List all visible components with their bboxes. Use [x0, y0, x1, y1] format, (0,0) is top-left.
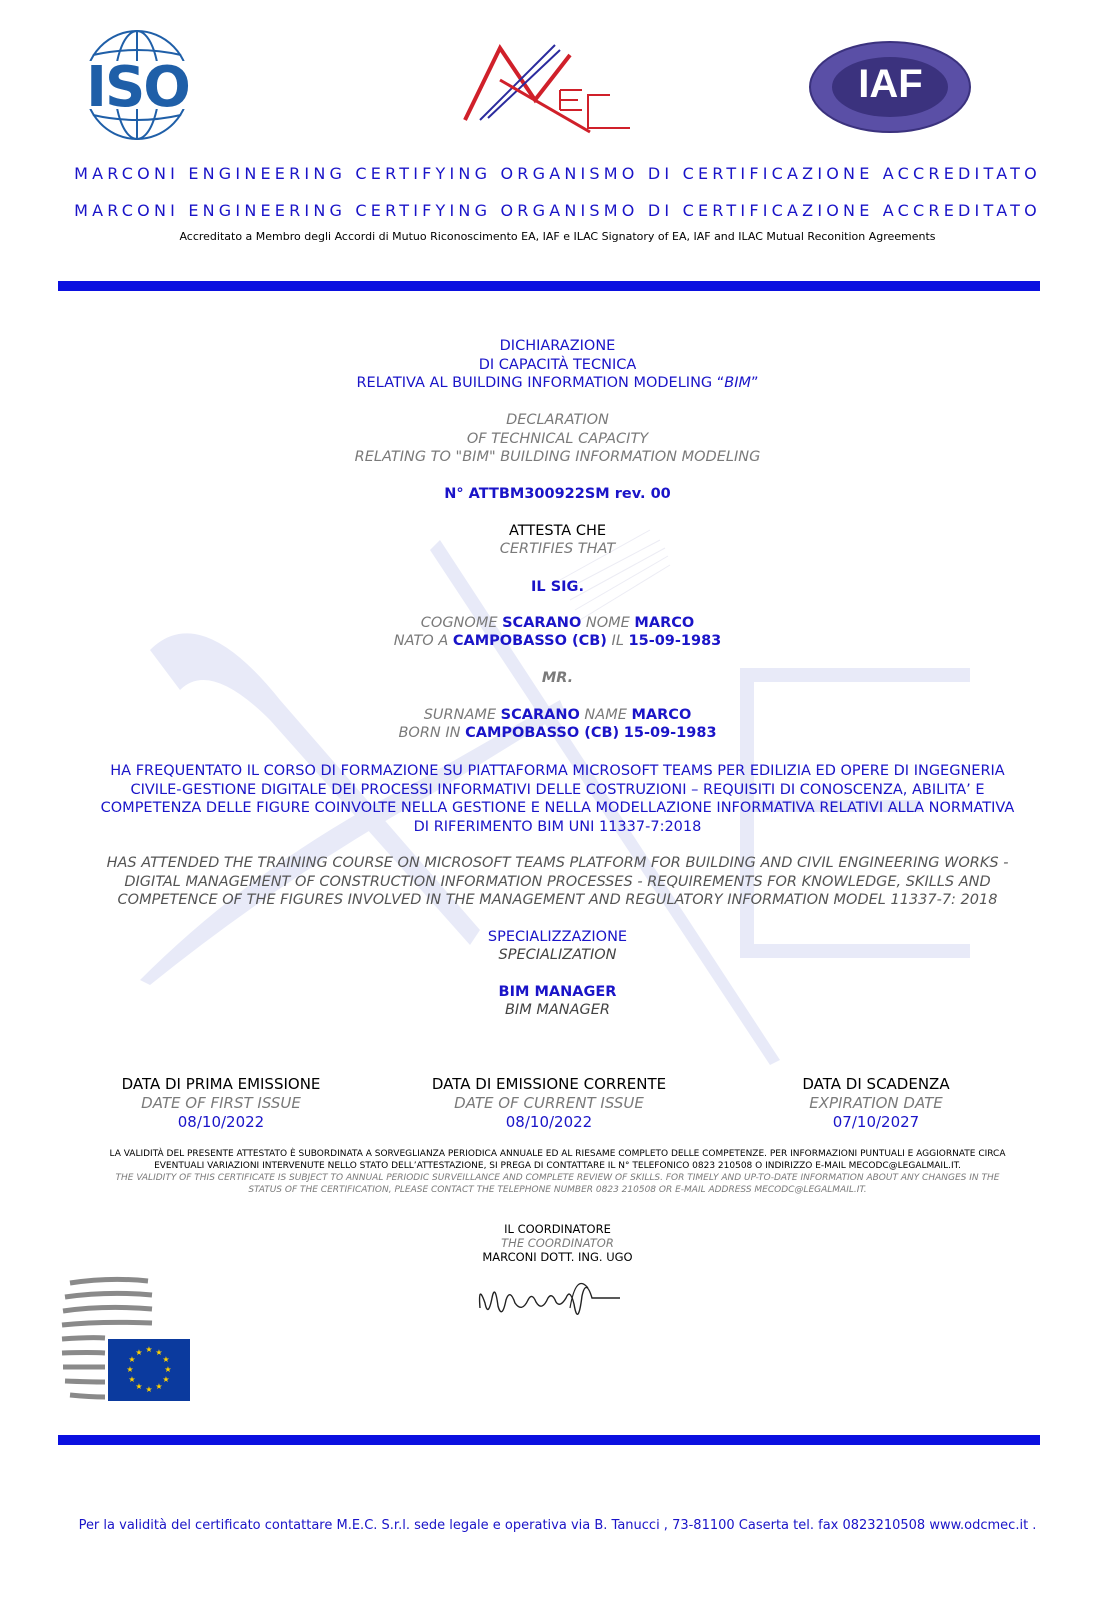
iaf-logo [808, 40, 973, 135]
svg-text:★: ★ [145, 1385, 153, 1394]
eu-council-logo [60, 1275, 200, 1405]
svg-text:★: ★ [135, 1348, 143, 1357]
title-it-line1: DICHIARAZIONE [499, 338, 616, 354]
title-en-line2: OF TECHNICAL CAPACITY [466, 430, 649, 447]
holder-name-en: SURNAME SCARANO NAME MARCO [423, 707, 692, 723]
svg-text:★: ★ [155, 1382, 163, 1391]
holder-birth-it: NATO A CAMPOBASSO (CB) IL 15-09-1983 [393, 633, 722, 649]
bottom-divider [58, 1435, 1040, 1445]
specialization-label-it: SPECIALIZZAZIONE [487, 929, 628, 945]
svg-text:★: ★ [135, 1382, 143, 1391]
iaf-text: IAF [858, 62, 923, 106]
eu-flag-icon [60, 1275, 200, 1405]
org-line-2: MARCONI ENGINEERING CERTIFYING ORGANISMO DI CERTIFICAZIONE ACCREDITATO [74, 201, 1041, 220]
svg-text:★: ★ [155, 1348, 163, 1357]
holder-surname: SCARANO [502, 615, 582, 631]
mec-logo-graphic [460, 40, 640, 135]
date-expiration: DATA DI SCADENZA EXPIRATION DATE 07/10/2027 [802, 1075, 950, 1131]
title-en-line1: DECLARATION [506, 412, 609, 428]
title-en [0, 411, 1115, 467]
holder-name-it: COGNOME SCARANO NOME MARCO [420, 615, 695, 631]
iso-logo [60, 25, 215, 145]
svg-text:★: ★ [164, 1365, 172, 1374]
title-it-line3: RELATIVA AL BUILDING INFORMATION MODELING “BIM” [356, 375, 759, 391]
iaf-ring-text [808, 40, 828, 41]
top-divider [58, 281, 1040, 291]
specialization-value-en: BIM MANAGER [504, 1002, 610, 1018]
date-current-issue: DATA DI EMISSIONE CORRENTE DATE OF CURRENT ISSUE 08/10/2022 [431, 1075, 667, 1131]
footer-contact: Per la validità del certificato contattare M.E.C. S.r.l. sede legale e operativa via B. Tanucci , 73-81100 Caserta tel. fax 0823210508 www.odcmec.it . [78, 1518, 1037, 1533]
course-it: HA FREQUENTATO IL CORSO DI FORMAZIONE SU PIATTAFORMA MICROSOFT TEAMS PER EDILIZIA ED OPERE DI INGEGNERIA CIVILE-GESTIONE DIGITALE DEI PROCESSI INFORMATIVI DELLE COSTRUZIONI – REQUISITI DI CONOSCENZA, ABILITA’ E COMPETENZA DELLE FIGURE COINVOLTE NELLA GESTIONE E NELLA MODELLAZIONE INFORMATIVA RELATIVI ALLA NORMATIVA DI RIFERIMENTO BIM UNI 11337-7:2018 [100, 763, 1015, 835]
svg-text:★: ★ [126, 1365, 134, 1374]
validity-it: LA VALIDITÀ DEL PRESENTE ATTESTATO È SUBORDINATA A SORVEGLIANZA PERIODICA ANNUALE ED AL RIESAME COMPLETO DELLE COMPETENZE. PER INFORMAZIONI PUNTUALI E AGGIORNATE CIRCA EVENTUALI VARIAZIONI INTERVENUTE NELLO STATO DELL’ATTESTAZIONE, SI PREGA DI CONTATTARE IL N° TELEFONICO 0823 210508 O INDIRIZZO E-MAIL MECODC@LEGALMAIL.IT. [109, 1149, 1006, 1171]
holder-name: MARCO [634, 615, 695, 631]
mec-logo-text [460, 40, 462, 41]
attesta-en: CERTIFIES THAT [499, 541, 616, 557]
holder-title-en: MR. [541, 670, 574, 686]
coordinator: IL COORDINATORE THE COORDINATOR MARCONI DOTT. ING. UGO [482, 1222, 633, 1264]
holder-birth-en: BORN IN CAMPOBASSO (CB) 15-09-1983 [398, 725, 717, 741]
org-line-1: MARCONI ENGINEERING CERTIFYING ORGANISMO DI CERTIFICAZIONE ACCREDITATO [74, 164, 1041, 183]
svg-text:★: ★ [162, 1355, 170, 1364]
cert-number: N° ATTBM300922SM rev. 00 [444, 486, 671, 502]
date-first-issue: DATA DI PRIMA EMISSIONE DATE OF FIRST ISSUE 08/10/2022 [121, 1075, 321, 1131]
svg-text:★: ★ [128, 1355, 136, 1364]
title-en-line3: RELATING TO "BIM" BUILDING INFORMATION MODELING [354, 449, 761, 465]
holder-title-it: IL SIG. [531, 579, 584, 595]
iso-text: ISO [86, 55, 189, 120]
specialization-label-en: SPECIALIZATION [498, 947, 617, 963]
course-en: HAS ATTENDED THE TRAINING COURSE ON MICROSOFT TEAMS PLATFORM FOR BUILDING AND CIVIL ENGINEERING WORKS - DIGITAL MANAGEMENT OF CONSTRUCTION INFORMATION PROCESSES - REQUIREMENTS FOR KNOWLEDGE, SKILLS AND COMPETENCE OF THE FIGURES INVOLVED IN THE MANAGEMENT AND REGULATORY INFORMATION MODEL 11337-7: 2018 [106, 855, 1009, 908]
svg-text:★: ★ [128, 1375, 136, 1384]
svg-text:★: ★ [162, 1375, 170, 1384]
specialization-value-it: BIM MANAGER [498, 984, 617, 1000]
svg-text:★: ★ [145, 1345, 153, 1354]
mec-logo [460, 40, 640, 135]
accreditation-note: Accreditato a Membro degli Accordi di Mutuo Riconoscimento EA, IAF e ILAC Signatory of EA, IAF and ILAC Mutual Reconition Agreements [179, 230, 936, 243]
signature [470, 1268, 630, 1338]
attesta-it: ATTESTA CHE [508, 523, 607, 539]
title-it-line2: DI CAPACITÀ TECNICA [478, 356, 637, 373]
title-it [0, 337, 1115, 393]
validity-en: THE VALIDITY OF THIS CERTIFICATE IS SUBJECT TO ANNUAL PERIODIC SURVEILLANCE AND COMPLETE REVIEW OF SKILLS. FOR TIMELY AND UP-TO-DATE INFORMATION ABOUT ANY CHANGES IN THE STATUS OF THE CERTIFICATION, PLEASE CONTACT THE TELEPHONE NUMBER 0823 210508 OR E-MAIL ADDRESS MECODC@LEGALMAIL.IT. [115, 1173, 1000, 1195]
